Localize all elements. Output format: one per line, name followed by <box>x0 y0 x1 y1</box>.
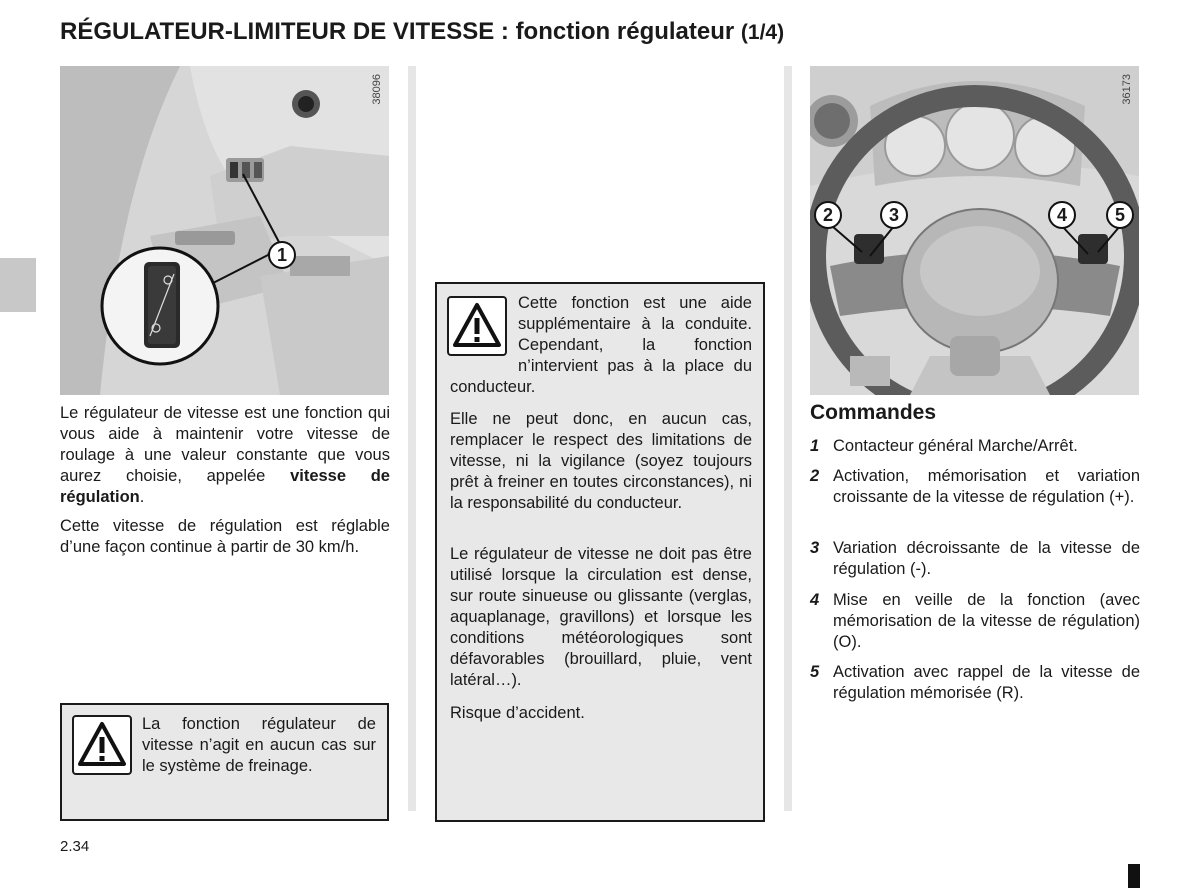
command-number: 4 <box>810 591 820 609</box>
intro-paragraph <box>60 403 390 508</box>
command-number: 2 <box>810 467 820 485</box>
command-text: Activation avec rappel de la vitesse de régulation mémorisée (R). <box>833 663 1140 702</box>
dashboard-switch-illustration <box>60 66 389 395</box>
command-item-4 <box>810 590 1140 653</box>
warning-box-main <box>435 282 765 822</box>
dashboard-switch-figure <box>60 66 389 395</box>
column-rule-1 <box>408 66 416 811</box>
warning-paragraph-1 <box>450 293 752 398</box>
command-text: Activation, mémorisation et variation croissante de la vitesse de régulation (+). <box>833 467 1140 506</box>
command-text: Variation décroissante de la vitesse de régulation (-). <box>833 539 1140 578</box>
command-text: Contacteur général Marche/Arrêt. <box>833 437 1078 455</box>
figure-ref-right: 36173 <box>1121 74 1133 105</box>
corner-marker <box>1128 864 1140 888</box>
callout-1: 1 <box>268 241 296 269</box>
page-number: 2.34 <box>60 838 90 855</box>
callout-2: 2 <box>814 201 842 229</box>
callout-3: 3 <box>880 201 908 229</box>
command-text: Mise en veille de la fonction (avec mémorisation de la vitesse de régulation) (O). <box>833 591 1140 651</box>
page-title-main: RÉGULATEUR-LIMITEUR DE VITESSE : fonction régulateur <box>60 18 735 45</box>
warning-paragraph-2: Elle ne peut donc, en aucun cas, remplacer le respect des limitations de vitesse, ni la vigilance (soyez toujours prêt à freiner en toutes circonstances), ni la responsabilité du conducteur. <box>450 410 752 512</box>
command-item-5 <box>810 662 1140 704</box>
intro-end: . <box>139 488 145 506</box>
column-rule-2 <box>784 66 792 811</box>
warning-paragraph-4: Risque d’accident. <box>450 704 585 722</box>
intro-text: Le régulateur de vitesse est une fonction qui vous aide à maintenir votre vitesse de roulage à une valeur constante que vous aurez choisie, appelée <box>60 404 390 485</box>
command-number: 3 <box>810 539 820 557</box>
callout-4: 4 <box>1048 201 1076 229</box>
commands-heading: Commandes <box>810 401 937 424</box>
command-item-3 <box>810 538 1140 580</box>
speed-range-paragraph: Cette vitesse de régulation est réglable d’une façon continue à partir de 30 km/h. <box>60 517 390 556</box>
warning-text-braking: La fonction régulateur de vitesse n’agit en aucun cas sur le système de freinage. <box>142 715 376 775</box>
warning-paragraph-3: Le régulateur de vitesse ne doit pas être utilisé lorsque la circulation est dense, sur route sinueuse ou glissante (verglas, aquaplanage, gravillons) et lorsque les conditions météorologiques sont défavorables (brouillard, pluie, vent latéral…). <box>450 545 752 689</box>
warning-box-braking <box>60 703 389 821</box>
steering-wheel-illustration <box>810 66 1139 395</box>
steering-wheel-figure <box>810 66 1139 395</box>
page-title <box>60 18 784 46</box>
callout-5: 5 <box>1106 201 1134 229</box>
warning-triangle-icon <box>72 715 132 775</box>
chapter-tab <box>0 258 36 312</box>
page-title-suffix: (1/4) <box>740 21 785 44</box>
command-item-2 <box>810 466 1140 508</box>
warning-paragraph-1-text: Cette fonction est une aide supplémentaire à la conduite. Cependant, la fonction n’intervient pas à la place du conducteur. <box>450 294 752 396</box>
command-number: 5 <box>810 663 820 681</box>
command-item-1 <box>810 436 1140 457</box>
intro-bold-term: vitesse de régulation <box>60 467 390 506</box>
command-number: 1 <box>810 437 820 455</box>
figure-ref-left: 38096 <box>371 74 383 105</box>
